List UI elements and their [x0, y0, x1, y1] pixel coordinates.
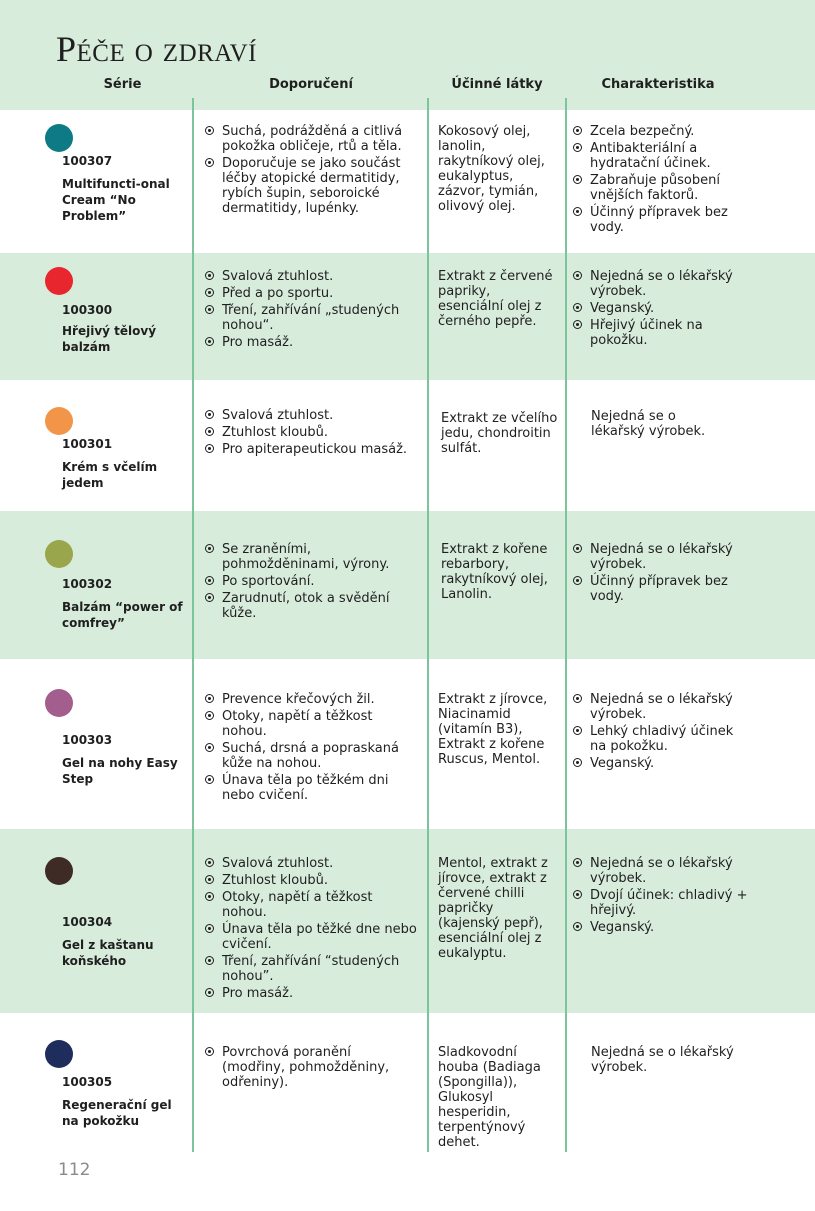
characteristics-text: Nejedná se o lékařský výrobek. [591, 1045, 734, 1075]
list-item-text: Povrchová poranění (modřiny, pohmožděniny, odřeniny). [222, 1045, 390, 1090]
bullet-icon [205, 544, 214, 553]
color-dot [45, 267, 73, 295]
list-item [205, 922, 420, 952]
list-item [205, 986, 420, 1001]
list-item-text: Veganský. [590, 301, 655, 316]
list-item-text: Tření, zahřívání “studených nohou”. [222, 954, 400, 984]
bullet-icon [205, 444, 214, 453]
list-item [205, 124, 417, 154]
page-number: 112 [58, 1160, 91, 1180]
list-item-text: Otoky, napětí a těžkost nohou. [222, 890, 373, 920]
characteristics-list [573, 124, 748, 237]
bullet-icon [573, 303, 582, 312]
list-item [205, 542, 417, 572]
list-item-text: Doporučuje se jako součást léčby atopické dermatitidy, rybích šupin, seboroické dermatitidy, lupénky. [222, 156, 401, 216]
list-item-text: Zarudnutí, otok a svědění kůže. [222, 591, 390, 621]
recommendation-list [205, 542, 417, 623]
bullet-icon [205, 875, 214, 884]
list-item-text: Se zraněními, pohmožděninami, výrony. [222, 542, 390, 572]
list-item [205, 741, 417, 771]
characteristics-text: Nejedná se o lékařský výrobek. [591, 409, 706, 439]
bullet-icon [573, 758, 582, 767]
list-item [205, 286, 417, 301]
table-row [0, 380, 815, 511]
list-item-text: Účinný přípravek bez vody. [590, 574, 728, 604]
product-code: 100307 [62, 154, 113, 168]
bullet-icon [205, 271, 214, 280]
list-item [205, 156, 417, 216]
column-divider [565, 98, 567, 1152]
list-item-text: Po sportování. [222, 574, 315, 589]
bullet-icon [205, 711, 214, 720]
list-item [205, 408, 417, 423]
bullet-icon [205, 924, 214, 933]
bullet-icon [205, 410, 214, 419]
color-dot [45, 124, 73, 152]
ingredients-text: Mentol, extrakt z jírovce, extrakt z červené chilli papričky (kajenský pepř), esenciální olej z eukalyptu. [438, 856, 548, 961]
table-row [0, 829, 815, 1013]
list-item [205, 442, 417, 457]
list-item-text: Suchá, drsná a popraskaná kůže na nohou. [222, 741, 399, 771]
product-code: 100305 [62, 1075, 113, 1089]
list-item-text: Ztuhlost kloubů. [222, 873, 329, 888]
list-item [573, 574, 748, 604]
list-item [205, 890, 420, 920]
list-item [205, 335, 417, 350]
bullet-icon [205, 158, 214, 167]
bullet-icon [573, 143, 582, 152]
recommendation-list [205, 269, 417, 352]
recommendation-list [205, 124, 417, 218]
product-name: Gel na nohy Easy Step [62, 756, 178, 786]
list-item [573, 124, 748, 139]
list-item-text: Svalová ztuhlost. [222, 269, 334, 284]
list-item-text: Suchá, podrážděná a citlivá pokožka obličeje, rtů a těla. [222, 124, 403, 154]
bullet-icon [205, 858, 214, 867]
list-item-text: Ztuhlost kloubů. [222, 425, 329, 440]
column-divider [192, 98, 194, 1152]
list-item [205, 425, 417, 440]
bullet-icon [205, 593, 214, 602]
list-item [205, 303, 417, 333]
product-code: 100303 [62, 733, 113, 747]
bullet-icon [573, 320, 582, 329]
bullet-icon [205, 892, 214, 901]
list-item-text: Zcela bezpečný. [590, 124, 695, 139]
list-item-text: Před a po sportu. [222, 286, 334, 301]
list-item [205, 1045, 417, 1090]
bullet-icon [573, 858, 582, 867]
table-row [0, 253, 815, 380]
bullet-icon [573, 726, 582, 735]
list-item [205, 856, 420, 871]
bullet-icon [205, 775, 214, 784]
list-item-text: Svalová ztuhlost. [222, 408, 334, 423]
bullet-icon [205, 743, 214, 752]
list-item-text: Prevence křečových žil. [222, 692, 375, 707]
product-name: Krém s včelím jedem [62, 460, 158, 490]
list-item [205, 269, 417, 284]
color-dot [45, 540, 73, 568]
list-item [205, 692, 417, 707]
ingredients-text: Sladkovodní houba (Badiaga (Spongilla)), Glukosyl hesperidin, terpentýnový dehet. [438, 1045, 541, 1150]
list-item [573, 301, 748, 316]
list-item-text: Dvojí účinek: chladivý + hřejivý. [590, 888, 748, 918]
bullet-icon [205, 288, 214, 297]
bullet-icon [573, 271, 582, 280]
list-item-text: Zabraňuje působení vnějších faktorů. [590, 173, 720, 203]
list-item [205, 773, 417, 803]
table-row [0, 511, 815, 659]
product-name: Gel z kaštanu koňského [62, 938, 154, 968]
bullet-icon [573, 890, 582, 899]
list-item-text: Otoky, napětí a těžkost nohou. [222, 709, 373, 739]
color-dot [45, 857, 73, 885]
list-item [573, 205, 748, 235]
list-item-text: Antibakteriální a hydratační účinek. [590, 141, 711, 171]
ingredients-text: Extrakt z jírovce, Niacinamid (vitamín B3), Extrakt z kořene Ruscus, Mentol. [438, 692, 548, 767]
bullet-icon [573, 126, 582, 135]
list-item [573, 269, 748, 299]
list-item-text: Nejedná se o lékařský výrobek. [590, 856, 733, 886]
list-item [205, 954, 420, 984]
product-name: Balzám “power of comfrey” [62, 600, 183, 630]
list-item [573, 318, 748, 348]
bullet-icon [205, 126, 214, 135]
list-item [573, 173, 748, 203]
list-item-text: Lehký chladivý účinek na pokožku. [590, 724, 734, 754]
bullet-icon [573, 576, 582, 585]
product-code: 100302 [62, 577, 113, 591]
bullet-icon [205, 694, 214, 703]
list-item-text: Pro masáž. [222, 986, 294, 1001]
list-item [573, 856, 748, 886]
product-name: Multifuncti-onal Cream “No Problem” [62, 177, 170, 223]
product-code: 100304 [62, 915, 113, 929]
table-row [0, 1013, 815, 1153]
characteristics-list [573, 269, 748, 350]
bullet-icon [573, 544, 582, 553]
column-header-ingredients: Účinné látky [451, 77, 543, 92]
bullet-icon [205, 576, 214, 585]
recommendation-list [205, 856, 420, 1003]
color-dot [45, 1040, 73, 1068]
bullet-icon [205, 956, 214, 965]
bullet-icon [573, 175, 582, 184]
ingredients-text: Extrakt ze včelího jedu, chondroitin sulfát. [441, 411, 558, 456]
list-item [573, 542, 748, 572]
list-item [573, 141, 748, 171]
table-row [0, 659, 815, 829]
list-item-text: Svalová ztuhlost. [222, 856, 334, 871]
list-item-text: Nejedná se o lékařský výrobek. [590, 692, 733, 722]
bullet-icon [573, 694, 582, 703]
list-item-text: Tření, zahřívání „studených nohou“. [222, 303, 400, 333]
product-code: 100300 [62, 303, 113, 317]
list-item [205, 574, 417, 589]
list-item [573, 756, 748, 771]
characteristics-list [573, 856, 748, 937]
list-item [205, 873, 420, 888]
product-code: 100301 [62, 437, 113, 451]
bullet-icon [573, 922, 582, 931]
list-item-text: Účinný přípravek bez vody. [590, 205, 728, 235]
list-item [573, 920, 748, 935]
ingredients-text: Kokosový olej, lanolin, rakytníkový olej, eukalyptus, zázvor, tymián, olivový olej. [438, 124, 545, 214]
table-row [0, 110, 815, 253]
column-divider [427, 98, 429, 1152]
list-item [205, 709, 417, 739]
product-name: Hřejivý tělový balzám [62, 324, 157, 354]
list-item-text: Únava těla po těžké dne nebo cvičení. [222, 922, 417, 952]
bullet-icon [205, 305, 214, 314]
ingredients-text: Extrakt z červené papriky, esenciální olej z černého pepře. [438, 269, 553, 329]
recommendation-list [205, 1045, 417, 1092]
bullet-icon [205, 337, 214, 346]
list-item-text: Veganský. [590, 920, 655, 935]
characteristics-list [573, 692, 748, 773]
color-dot [45, 689, 73, 717]
list-item [573, 724, 748, 754]
recommendation-list [205, 408, 417, 459]
column-header-characteristics: Charakteristika [601, 77, 715, 92]
page-title: Péče o zdraví [56, 29, 258, 69]
color-dot [45, 407, 73, 435]
list-item-text: Hřejivý účinek na pokožku. [590, 318, 703, 348]
list-item-text: Pro masáž. [222, 335, 294, 350]
list-item-text: Nejedná se o lékařský výrobek. [590, 542, 733, 572]
list-item-text: Nejedná se o lékařský výrobek. [590, 269, 733, 299]
list-item [205, 591, 417, 621]
column-header-recommendation: Doporučení [269, 77, 353, 92]
characteristics-list [573, 542, 748, 606]
list-item [573, 888, 748, 918]
bullet-icon [205, 1047, 214, 1056]
recommendation-list [205, 692, 417, 805]
list-item-text: Pro apiterapeutickou masáž. [222, 442, 408, 457]
bullet-icon [205, 427, 214, 436]
list-item-text: Únava těla po těžkém dni nebo cvičení. [222, 773, 389, 803]
product-name: Regenerační gel na pokožku [62, 1098, 172, 1128]
list-item-text: Veganský. [590, 756, 655, 771]
bullet-icon [573, 207, 582, 216]
bullet-icon [205, 988, 214, 997]
column-header-series: Série [103, 77, 142, 92]
ingredients-text: Extrakt z kořene rebarbory, rakytníkový olej, Lanolin. [441, 542, 548, 602]
list-item [573, 692, 748, 722]
